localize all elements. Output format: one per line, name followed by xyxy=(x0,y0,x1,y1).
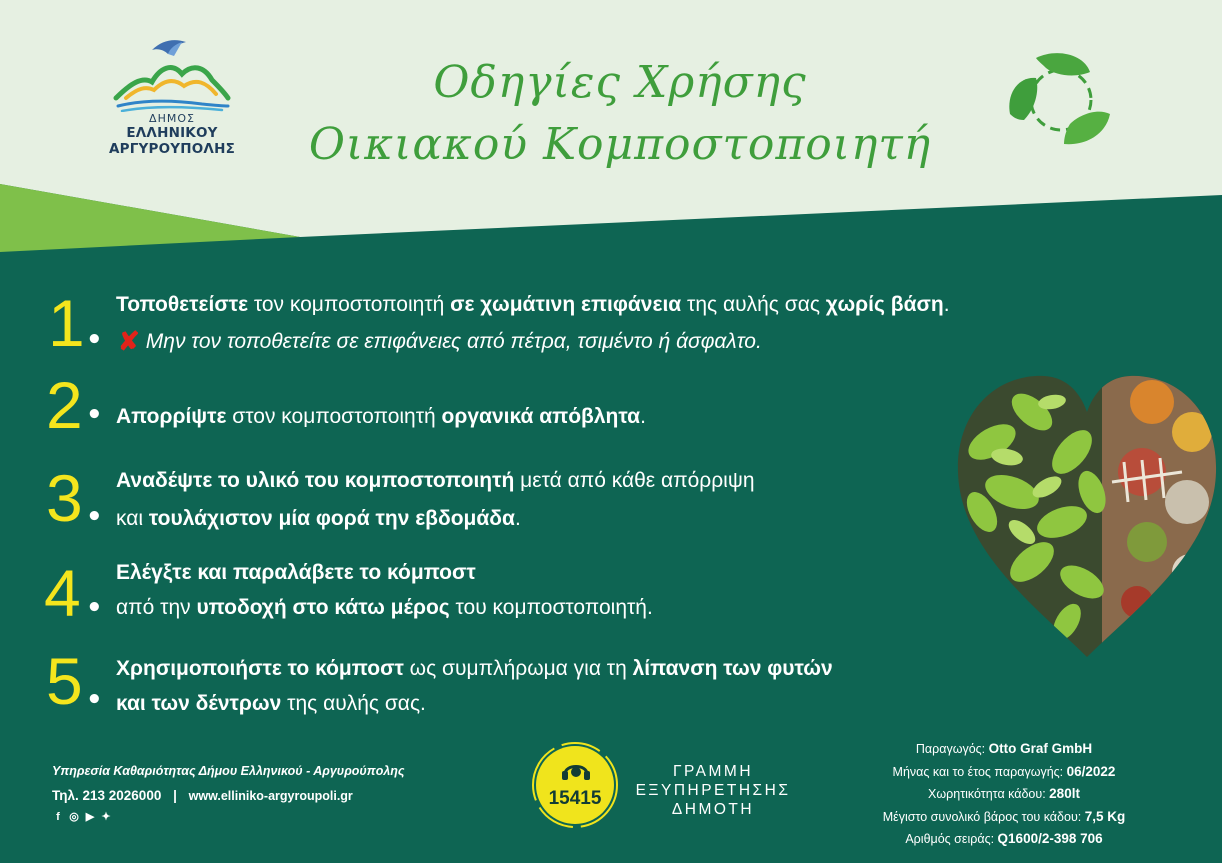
recycle-leaves-icon xyxy=(1006,48,1116,148)
step-text-bold: σε χωμάτινη επιφάνεια xyxy=(450,293,682,316)
step-number: 1 xyxy=(48,286,85,360)
step-dot: • xyxy=(86,593,103,623)
step-text: της αυλής σας. xyxy=(281,692,426,715)
step-text: τον κομποστοποιητή xyxy=(248,293,451,316)
title-line-2: Οικιακού Κομποστοποιητή xyxy=(308,119,932,170)
separator: | xyxy=(173,788,177,803)
hotline-line-1: ΓΡΑΜΜΗ xyxy=(672,763,754,780)
step-text-bold: λίπανση των φυτών xyxy=(632,657,833,680)
spec-value: 280lt xyxy=(1049,786,1080,801)
spec-value: Q1600/2-398 706 xyxy=(997,831,1103,846)
youtube-icon[interactable]: ▶ xyxy=(85,811,95,823)
step-3-line-1 xyxy=(116,468,755,494)
step-text-bold: τουλάχιστον μία φορά την εβδομάδα xyxy=(148,507,515,530)
step-1-warning xyxy=(118,328,762,355)
website-link[interactable]: www.elliniko-argyroupoli.gr xyxy=(188,789,353,803)
step-dot: • xyxy=(86,685,103,715)
spec-row xyxy=(850,738,1158,761)
step-1-line-1 xyxy=(116,292,950,318)
step-dot: • xyxy=(86,400,103,430)
step-text: στον κομποστοποιητή xyxy=(226,405,442,428)
step-text-bold: Τοποθετείστε xyxy=(116,293,249,316)
step-2-line-1 xyxy=(116,404,646,430)
compost-heart-illustration xyxy=(952,362,1222,662)
phone-number: Τηλ. 213 2026000 xyxy=(52,788,162,803)
spec-label: Χωρητικότητα κάδου: xyxy=(928,787,1050,801)
step-text-bold: Ελέγξτε και παραλάβετε το κόμποστ xyxy=(116,561,476,584)
step-text: και xyxy=(116,507,149,530)
step-text: του κομποστοποιητή. xyxy=(449,596,653,619)
step-3-line-2 xyxy=(116,506,521,532)
spec-value: 06/2022 xyxy=(1066,763,1116,779)
headset-icon xyxy=(561,758,591,784)
contact-line xyxy=(52,788,405,803)
step-5-line-2 xyxy=(116,691,426,717)
step-number: 2 xyxy=(46,368,83,442)
logo-line-2: ΕΛΛΗΝΙΚΟΥ xyxy=(126,125,218,141)
twitter-icon[interactable]: ✦ xyxy=(101,811,111,823)
step-text-bold: οργανικά απόβλητα xyxy=(441,405,641,428)
page-title xyxy=(260,52,980,176)
red-x-icon: ✘ xyxy=(118,326,140,356)
step-text: μετά από κάθε απόρριψη xyxy=(514,469,755,492)
department-name: Υπηρεσία Καθαριότητας Δήμου Ελληνικού - Αργυρούπολης xyxy=(52,764,405,778)
step-number: 3 xyxy=(46,461,83,535)
hotline-label xyxy=(618,762,808,819)
hotline-number: 15415 xyxy=(548,788,602,809)
hotline-line-3: ΔΗΜΟΤΗ xyxy=(671,801,755,818)
step-text: . xyxy=(514,507,521,530)
step-number: 5 xyxy=(46,644,83,718)
warning-text: Μην τον τοποθετείτε σε επιφάνειες από πέτρα, τσιμέντο ή άσφαλτο. xyxy=(145,330,762,353)
spec-value: 7,5 Kg xyxy=(1084,808,1126,824)
spec-label: Αριθμός σειράς: xyxy=(905,832,998,846)
title-line-1: Οδηγίες Χρήσης xyxy=(433,57,807,108)
municipality-logo xyxy=(102,36,242,157)
step-text-bold: υποδοχή στο κάτω μέρος xyxy=(196,596,450,619)
step-text-bold: Απορρίψτε xyxy=(116,405,227,428)
mountain-bird-icon xyxy=(112,36,232,112)
footer-contact xyxy=(52,764,405,823)
step-text: ως συμπλήρωμα για τη xyxy=(403,657,633,680)
step-text-bold: χωρίς βάση xyxy=(825,293,944,316)
step-4-line-2 xyxy=(116,595,653,621)
step-4-line-1 xyxy=(116,560,476,586)
logo-line-1: ΔΗΜΟΣ xyxy=(149,112,195,125)
spec-row xyxy=(850,783,1158,806)
step-text: από την xyxy=(116,596,197,619)
social-icons xyxy=(52,811,405,823)
step-5-line-1 xyxy=(116,656,833,682)
spec-label: Παραγωγός: xyxy=(915,742,989,756)
facebook-icon[interactable]: f xyxy=(56,811,60,823)
instagram-icon[interactable]: ◎ xyxy=(69,811,79,823)
step-number: 4 xyxy=(44,556,81,630)
step-text-bold: Αναδέψτε το υλικό του κομποστοποιητή xyxy=(116,469,515,492)
spec-label: Μέγιστο συνολικό βάρος του κάδου: xyxy=(882,809,1085,824)
hotline-line-2: ΕΞΥΠΗΡΕΤΗΣΗΣ xyxy=(635,782,791,799)
spec-row xyxy=(850,806,1158,829)
spec-row xyxy=(850,828,1158,851)
step-text: . xyxy=(640,405,646,428)
product-specs xyxy=(850,738,1158,851)
spec-value: Otto Graf GmbH xyxy=(988,741,1093,756)
step-dot: • xyxy=(86,502,103,532)
spec-row xyxy=(850,761,1158,784)
step-text-bold: Χρησιμοποιήστε το κόμποστ xyxy=(116,657,404,680)
step-dot: • xyxy=(86,325,103,355)
step-text-bold: και των δέντρων xyxy=(116,692,282,715)
logo-line-3: ΑΡΓΥΡΟΥΠΟΛΗΣ xyxy=(108,141,235,157)
spec-label: Μήνας και το έτος παραγωγής: xyxy=(892,764,1067,779)
step-text: της αυλής σας xyxy=(681,293,826,316)
step-text: . xyxy=(943,293,950,316)
